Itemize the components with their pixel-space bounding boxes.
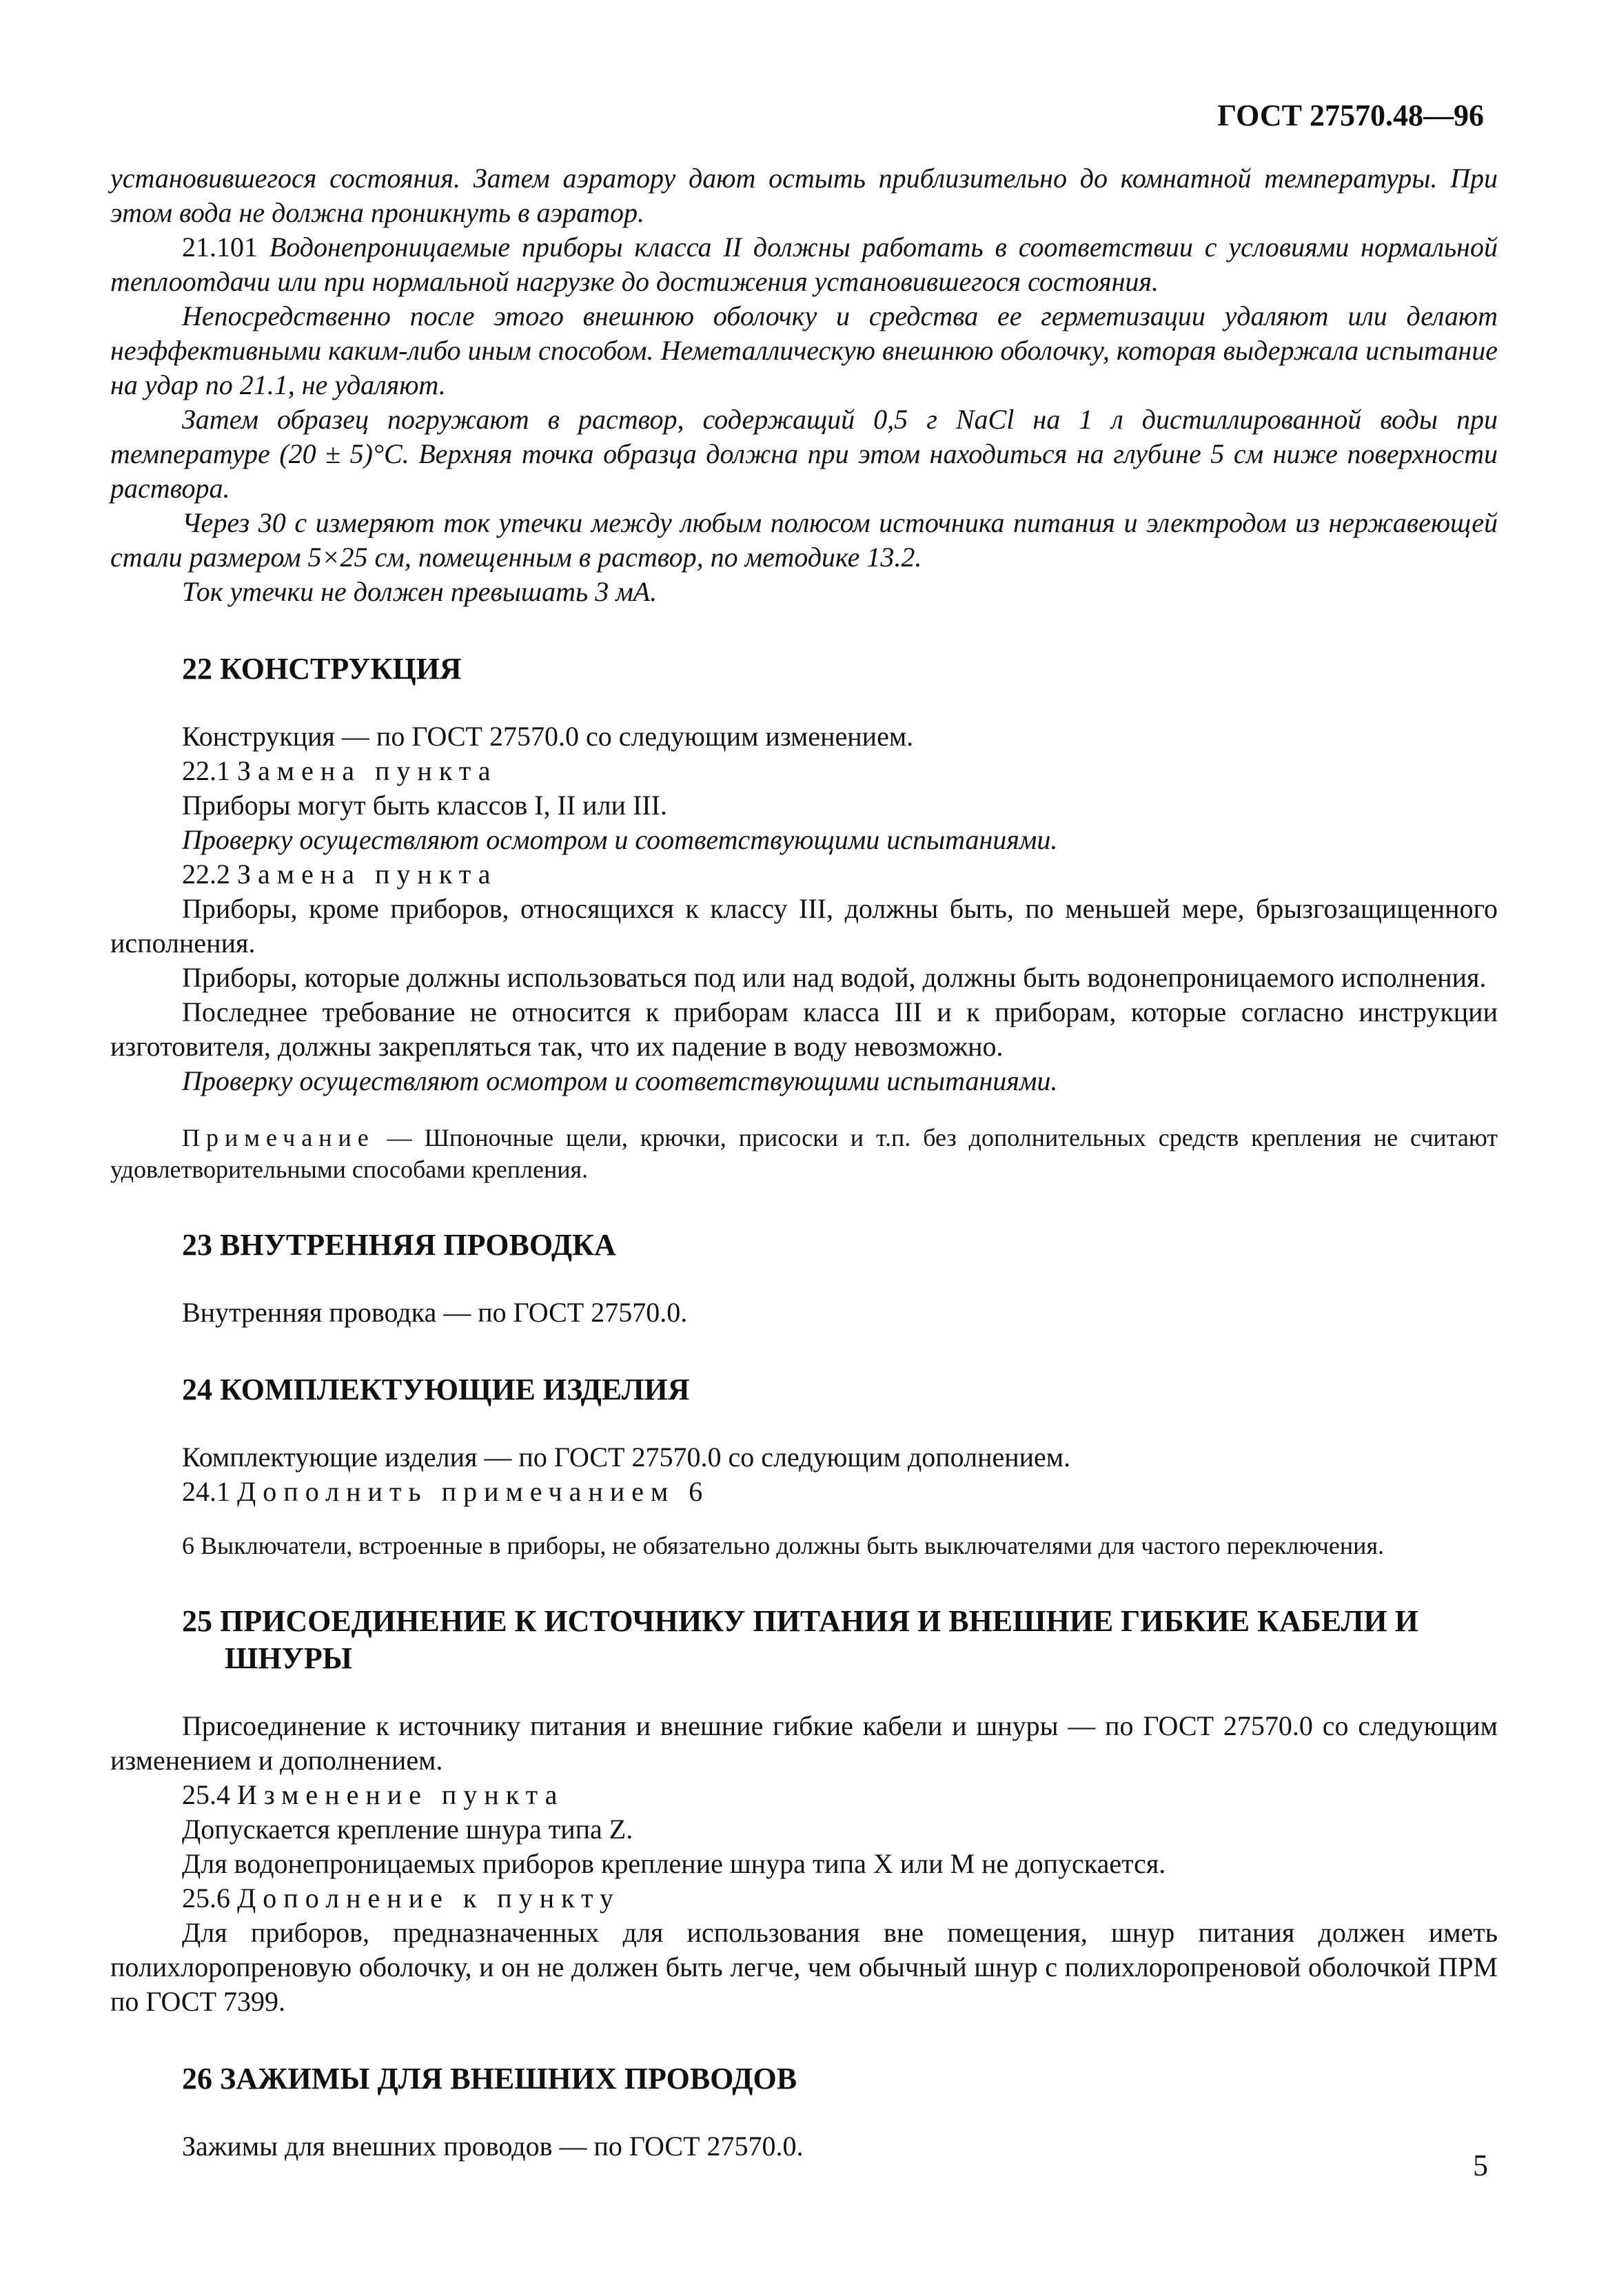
section-24-intro: Комплектующие изделия — по ГОСТ 27570.0 со следующим дополнением. bbox=[182, 1442, 1071, 1473]
section-22-paragraph-2: Приборы могут быть классов I, II или III. bbox=[182, 790, 667, 821]
clause-24-1-number: 24.1 bbox=[182, 1476, 230, 1507]
section-22-check-1: Проверку осуществляют осмотром и соответствующими испытаниями. bbox=[182, 824, 1058, 855]
intro-paragraph-4: Затем образец погружают в раствор, содержащий 0,5 г NaCl на 1 л дистиллированной воды при температуре (20 ± 5)°С. Верхняя точка образца должна при этом находиться на глубине 5 см ниже поверхности раствора. bbox=[110, 404, 1498, 504]
note-label: Примечание bbox=[182, 1124, 375, 1151]
standard-header: ГОСТ 27570.48—96 bbox=[1217, 99, 1484, 132]
intro-paragraph-5: Через 30 с измеряют ток утечки между любым полюсом источника питания и электродом из нержавеющей стали размером 5×25 см, помещенным в раствор, по методике 13.2. bbox=[110, 507, 1498, 573]
clause-22-1-label: Замена пункта bbox=[237, 755, 498, 786]
clause-25-4-label: Изменение пункта bbox=[237, 1779, 564, 1810]
section-25-paragraph-3: Для водонепроницаемых приборов крепление шнура типа X или M не допускается. bbox=[182, 1848, 1166, 1879]
clause-24-1 bbox=[110, 1475, 1498, 1509]
section-24-heading: 24 КОМПЛЕКТУЮЩИЕ ИЗДЕЛИЯ bbox=[182, 1373, 690, 1406]
section-25-intro: Присоединение к источнику питания и внешние гибкие кабели и шнуры — по ГОСТ 27570.0 со следующим изменением и дополнением. bbox=[110, 1710, 1498, 1776]
section-25-paragraph-4: Для приборов, предназначенных для использования вне помещения, шнур питания должен иметь полихлоропреновую оболочку, и он не должен быть легче, чем обычный шнур с полихлоропреновой оболочкой ПРМ по ГОСТ 7399. bbox=[110, 1917, 1498, 2017]
section-25-paragraph-2: Допускается крепление шнура типа Z. bbox=[182, 1814, 633, 1845]
page-number: 5 bbox=[1473, 2149, 1488, 2182]
note-text: — Шпоночные щели, крючки, присоски и т.п. без дополнительных средств крепления не считают удовлетворительными способами крепления. bbox=[110, 1124, 1498, 1183]
section-22-paragraph-5: Приборы, которые должны использоваться под или над водой, должны быть водонепроницаемого исполнения. bbox=[182, 962, 1487, 993]
intro-paragraph-3: Непосредственно после этого внешнюю оболочку и средства ее герметизации удаляют или делают неэффективными каким-либо иным способом. Неметаллическую внешнюю оболочку, которая выдержала испытание на удар по 21.1, не удаляют. bbox=[110, 300, 1498, 400]
section-26-paragraph: Зажимы для внешних проводов — по ГОСТ 27570.0. bbox=[182, 2131, 804, 2162]
clause-25-4 bbox=[110, 1778, 1498, 1812]
section-23-paragraph: Внутренняя проводка — по ГОСТ 27570.0. bbox=[182, 1297, 688, 1328]
section-22-paragraph-4: Приборы, кроме приборов, относящихся к классу III, должны быть, по меньшей мере, брызгозащищенного исполнения. bbox=[110, 893, 1498, 959]
clause-22-1-number: 22.1 bbox=[182, 755, 230, 786]
clause-25-6-label: Дополнение к пункту bbox=[237, 1883, 620, 1914]
clause-22-2 bbox=[110, 857, 1498, 892]
clause-24-1-label: Дополнить примечанием 6 bbox=[237, 1476, 710, 1507]
section-25-heading: 25 ПРИСОЕДИНЕНИЕ К ИСТОЧНИКУ ПИТАНИЯ И ВНЕШНИЕ ГИБКИЕ КАБЕЛИ И ШНУРЫ bbox=[182, 1604, 1418, 1675]
clause-22-2-number: 22.2 bbox=[182, 859, 230, 890]
clause-25-6-number: 25.6 bbox=[182, 1883, 230, 1914]
clause-25-6 bbox=[110, 1881, 1498, 1916]
clause-22-2-label: Замена пункта bbox=[237, 859, 498, 890]
clause-21-101-text: Водонепроницаемые приборы класса II должны работать в соответствии с условиями нормальной теплоотдачи или при нормальной нагрузке до достижения установившегося состояния. bbox=[110, 232, 1498, 297]
section-22-heading: 22 КОНСТРУКЦИЯ bbox=[182, 652, 462, 686]
section-22-check-2: Проверку осуществляют осмотром и соответствующими испытаниями. bbox=[182, 1065, 1058, 1096]
section-26-heading: 26 ЗАЖИМЫ ДЛЯ ВНЕШНИХ ПРОВОДОВ bbox=[182, 2062, 797, 2095]
section-22-note bbox=[110, 1122, 1498, 1185]
intro-paragraph-6: Ток утечки не должен превышать 3 мА. bbox=[182, 576, 658, 607]
section-23-heading: 23 ВНУТРЕННЯЯ ПРОВОДКА bbox=[182, 1228, 616, 1262]
section-22-paragraph-6: Последнее требование не относится к приборам класса III и к приборам, которые согласно инструкции изготовителя, должны закрепляться так, что их падение в воду невозможно. bbox=[110, 996, 1498, 1062]
clause-25-4-number: 25.4 bbox=[182, 1779, 230, 1810]
clause-21-101-number: 21.101 bbox=[182, 232, 258, 263]
section-24-footnote: 6 Выключатели, встроенные в приборы, не обязательно должны быть выключателями для частого переключения. bbox=[182, 1532, 1384, 1559]
section-22-intro: Конструкция — по ГОСТ 27570.0 со следующим изменением. bbox=[182, 721, 914, 752]
clause-21-101 bbox=[110, 230, 1498, 299]
clause-22-1 bbox=[110, 754, 1498, 788]
intro-paragraph-1: установившегося состояния. Затем аэратору дают остыть приблизительно до комнатной температуры. При этом вода не должна проникнуть в аэратор. bbox=[110, 163, 1498, 228]
